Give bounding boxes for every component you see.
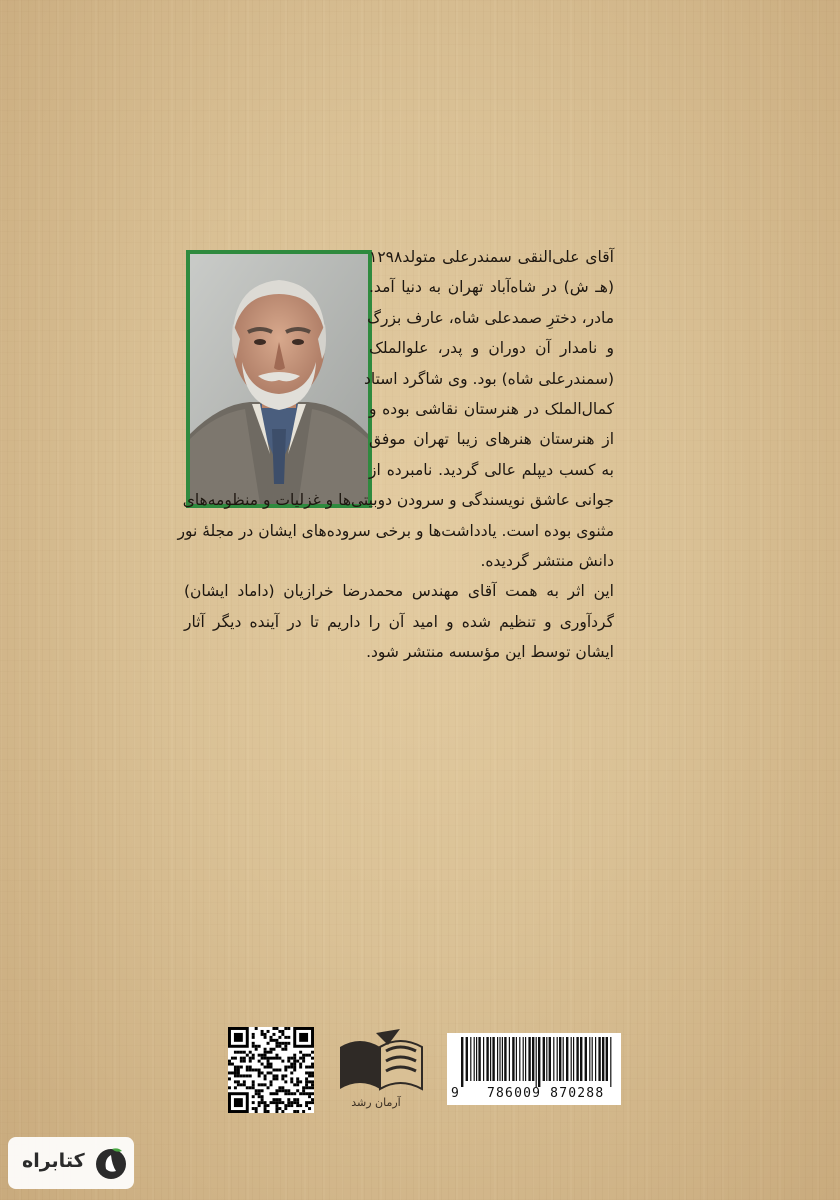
bio-line: و نامدار آن دوران و پدر، علوالملک bbox=[369, 339, 614, 358]
bio-line: آقای علی‌النقی سمندرعلی متولد۱۲۹۸ bbox=[369, 248, 614, 266]
bio-line: کمال‌الملک در هنرستان نقاشی بوده و bbox=[369, 400, 614, 419]
credit-line: ایشان توسط این مؤسسه منتشر شود. bbox=[366, 643, 614, 662]
isbn-first-digit: 9 bbox=[451, 1086, 459, 1101]
credit-line: این اثر به همت آقای مهندس محمدرضا خرازیان (داماد ایشان) bbox=[184, 582, 614, 601]
isbn-digits: 786009 870288 bbox=[487, 1086, 605, 1101]
barcode-image bbox=[447, 1033, 621, 1087]
qr-code-image bbox=[228, 1027, 314, 1113]
bio-line: (هـ ش) در شاه‌آباد تهران به دنیا آمد. bbox=[369, 278, 614, 297]
bio-line: مثنوی بوده است. یادداشت‌ها و برخی سروده‌های ایشان در مجلهٔ نور bbox=[177, 521, 614, 540]
bio-line: به کسب دیپلم عالی گردید. نامبرده از bbox=[369, 460, 614, 479]
qr-code bbox=[228, 1027, 314, 1113]
bio-line: دانش منتشر گردیده. bbox=[480, 552, 614, 571]
book-logo-icon bbox=[330, 1027, 430, 1097]
author-biography bbox=[177, 242, 614, 668]
bio-line: از هنرستان هنرهای زیبا تهران موفق bbox=[369, 430, 614, 449]
bio-line: جوانی عاشق نویسندگی و سرودن دوبیتی‌ها و غزلیات و منظومه‌های bbox=[182, 491, 614, 510]
ketabrah-logo-icon bbox=[94, 1145, 128, 1181]
bio-line: (سمندرعلی شاه) بود. وی شاگرد استاد bbox=[363, 369, 614, 388]
ketabrah-watermark bbox=[8, 1137, 134, 1189]
bio-line: مادر، دخترِ صمدعلی شاه، عارف بزرگ bbox=[367, 308, 614, 327]
publisher-name: آرمان رشد bbox=[351, 1096, 401, 1109]
credit-line: گردآوری و تنظیم شده و امید آن را داریم تا در آینده دیگر آثار bbox=[184, 612, 614, 631]
watermark-label: کتابراه bbox=[22, 1150, 85, 1172]
